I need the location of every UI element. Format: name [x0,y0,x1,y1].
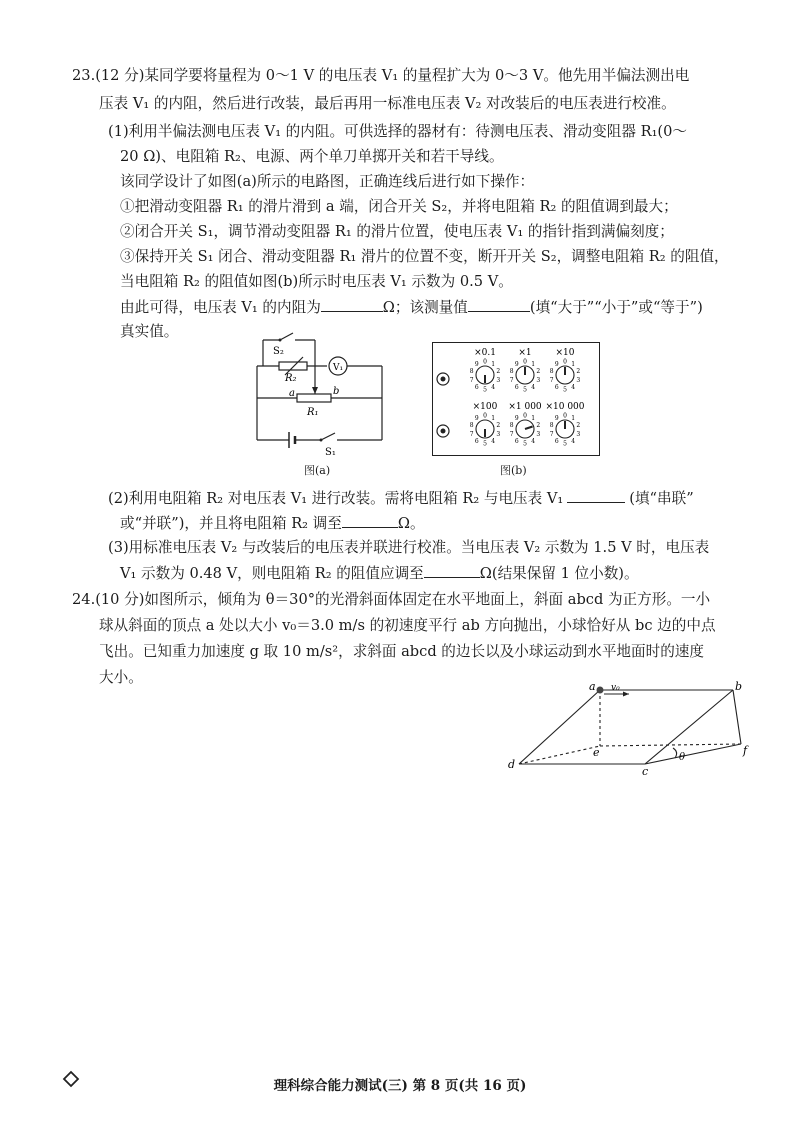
label-r2: R₂ [285,373,297,384]
label-point-d: d [508,758,516,771]
dial-digit: 5 [563,440,567,448]
q23-step-3-line-2: 当电阻箱 R₂ 的阻值如图(b)所示时电压表 V₁ 示数为 0.5 V。 [120,273,513,290]
dial-digit: 2 [536,368,541,376]
caption-figure-b: 图(b) [500,464,527,477]
dial-digit: 9 [554,361,559,369]
part2-text-d: Ω。 [397,515,425,532]
part2-text-b: (填“串联” [629,490,694,507]
dial-digit: 1 [531,361,536,369]
dial-digit: 3 [536,376,541,384]
dial-digit: 4 [531,437,536,445]
part3-text-b: Ω(结果保留 1 位小数)。 [479,565,639,582]
dial-multiplier-label: ×0.1 [474,348,496,358]
q23-part2-line-1 [108,488,694,509]
dial-digit: 6 [554,383,559,391]
part3-text-a: V₁ 示数为 0.48 V，则电阻箱 R₂ 的阻值应调至 [120,565,424,582]
dial-digit: 7 [509,430,514,438]
q24-line-2: 球从斜面的顶点 a 处以大小 v₀＝3.0 m/s 的初速度平行 ab 方向抛出，小球恰好从 bc 边的中点 [99,617,716,634]
label-v0: v₀ [611,683,620,693]
label-b: b [333,386,340,397]
label-s2: S₂ [273,346,284,357]
dial-digit: 2 [536,422,541,430]
conclusion-text-a: 由此可得，电压表 V₁ 的内阻为 [120,299,321,316]
dial-digit: 0 [523,412,527,420]
conclusion-text-b: Ω；该测量值 [382,299,468,316]
dial-digit: 6 [514,437,519,445]
q23-part1-line-2: 20 Ω)、电阻箱 R₂、电源、两个单刀单掷开关和若干导线。 [120,148,504,165]
dial-digit: 5 [523,386,527,394]
q23-part1-line-3: 该同学设计了如图(a)所示的电路图，正确连线后进行如下操作： [120,173,535,190]
dial-multiplier-label: ×1 [518,348,532,358]
dial-digit: 2 [496,422,501,430]
dial-pointer [525,427,533,430]
label-point-c: c [642,765,649,776]
dial-digit: 2 [496,368,501,376]
answer-blank-r2-value[interactable] [342,513,398,528]
q23-part3-line-2 [120,563,639,584]
part2-text-c: 或“并联”)，并且将电阻箱 R₂ 调至 [120,515,342,532]
dial-digit: 9 [514,415,519,423]
dial-digit: 8 [469,368,474,376]
q23-step-3-line-1: ③保持开关 S₁ 闭合、滑动变阻器 R₁ 滑片的位置不变，断开开关 S₂，调整电阻箱 R₂ 的阻值， [120,248,729,265]
dial-digit: 8 [549,368,554,376]
dial-digit: 3 [576,376,581,384]
dial-digit: 4 [571,383,576,391]
dial-digit: 3 [496,376,501,384]
label-v1: V₁ [333,363,344,373]
dial-digit: 7 [549,376,554,384]
dial-digit: 8 [509,368,514,376]
q23-conclusion-line-1 [120,297,703,318]
dial-digit: 8 [469,422,474,430]
dial-digit: 0 [563,358,567,366]
dial-multiplier-label: ×10 000 [545,402,585,412]
answer-blank-resistance[interactable] [321,297,383,312]
dial-digit: 4 [571,437,576,445]
dial-digit: 4 [491,383,496,391]
dial-digit: 2 [576,368,581,376]
dial-digit: 5 [523,440,527,448]
resistance-box-dials [433,343,599,455]
dial-digit: 1 [491,415,496,423]
q23-line-1: 23.(12 分)某同学要将量程为 0～1 V 的电压表 V₁ 的量程扩大为 0～3 V。他先用半偏法测出电 [72,67,690,84]
dial-digit: 2 [576,422,581,430]
label-s1: S₁ [325,447,336,458]
answer-blank-r2-corrected[interactable] [424,563,480,578]
dial-digit: 0 [523,358,527,366]
dial-digit: 5 [563,386,567,394]
dial-digit: 9 [514,361,519,369]
dial-digit: 1 [571,361,576,369]
dial-digit: 9 [554,415,559,423]
label-point-a: a [589,680,596,693]
dial-digit: 6 [474,437,479,445]
answer-blank-comparison[interactable] [468,297,530,312]
dial-digit: 0 [563,412,567,420]
dial-digit: 3 [576,430,581,438]
dial-digit: 9 [474,361,479,369]
dial-digit: 7 [469,430,474,438]
label-point-b: b [735,680,743,693]
q23-conclusion-line-2: 真实值。 [120,323,179,340]
page-footer: 理科综合能力测试(三) 第 8 页(共 16 页) [273,1078,527,1094]
q23-line-2: 压表 V₁ 的内阻，然后进行改装，最后再用一标准电压表 V₂ 对改装后的电压表进行校准。 [99,95,676,112]
dial-digit: 6 [554,437,559,445]
q24-line-4: 大小。 [99,669,143,686]
dial-multiplier-label: ×1 000 [508,402,542,412]
incline-diagram [505,676,750,776]
dial-digit: 1 [491,361,496,369]
part2-text-a: (2)利用电阻箱 R₂ 对电压表 V₁ 进行改装。需将电阻箱 R₂ 与电压表 V₁ [108,490,564,507]
dial-digit: 5 [483,440,487,448]
q24-line-3: 飞出。已知重力加速度 g 取 10 m/s²，求斜面 abcd 的边长以及小球运动到水平地面时的速度 [99,643,704,660]
dial-digit: 5 [483,386,487,394]
dial-digit: 4 [491,437,496,445]
label-point-e: e [593,746,600,759]
ball-icon [597,687,604,694]
label-r1: R₁ [307,407,319,418]
dial-digit: 4 [531,383,536,391]
dial-digit: 0 [483,358,487,366]
q24-line-1: 24.(10 分)如图所示，倾角为 θ＝30°的光滑斜面体固定在水平地面上，斜面 abcd 为正方形。一小 [72,591,711,608]
answer-blank-connection[interactable] [567,488,625,503]
conclusion-text-c: (填“大于”“小于”或“等于”) [529,299,703,316]
dial-digit: 6 [514,383,519,391]
dial-digit: 6 [474,383,479,391]
label-a: a [289,388,295,399]
label-theta: θ [679,752,686,763]
q23-part3-line-1: (3)用标准电压表 V₂ 与改装后的电压表并联进行校准。当电压表 V₂ 示数为 1.5 V 时，电压表 [108,539,710,556]
dial-digit: 9 [474,415,479,423]
dial-digit: 0 [483,412,487,420]
circuit-diagram-a [245,330,395,462]
dial-digit: 3 [496,430,501,438]
dial-digit: 7 [549,430,554,438]
label-point-f: f [743,744,748,757]
caption-figure-a: 图(a) [304,464,331,477]
q23-step-2: ②闭合开关 S₁，调节滑动变阻器 R₁ 的滑片位置，使电压表 V₁ 的指针指到满偏刻度； [120,223,674,240]
dial-multiplier-label: ×100 [472,402,498,412]
dial-digit: 7 [509,376,514,384]
dial-digit: 1 [571,415,576,423]
dial-digit: 8 [549,422,554,430]
dial-multiplier-label: ×10 [555,348,575,358]
dial-digit: 7 [469,376,474,384]
q23-part1-line-1: (1)利用半偏法测电压表 V₁ 的内阻。可供选择的器材有：待测电压表、滑动变阻器 R₁(0～ [108,123,687,140]
dial-digit: 8 [509,422,514,430]
dial-digit: 3 [536,430,541,438]
dial-digit: 1 [531,415,536,423]
resistance-box [432,342,600,456]
q23-step-1: ①把滑动变阻器 R₁ 的滑片滑到 a 端，闭合开关 S₂，并将电阻箱 R₂ 的阻值调到最大； [120,198,678,215]
q23-part2-line-2 [120,513,425,534]
